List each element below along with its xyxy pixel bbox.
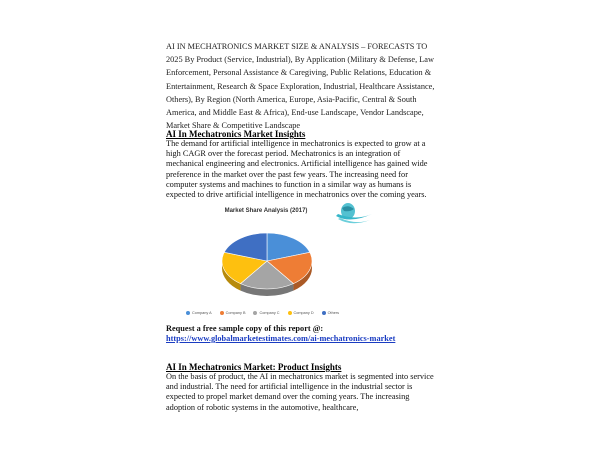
legend-label: Company C xyxy=(259,311,280,315)
legend-label: Company A xyxy=(192,311,212,315)
report-link[interactable]: https://www.globalmarketestimates.com/ai-mechatronics-market xyxy=(166,334,396,343)
report-title: AI IN MECHATRONICS MARKET SIZE & ANALYSIS – FORECASTS TO 2025 By Product (Service, Industrial), By Application (Military & Defense, Law Enforcement, Personal Assistance & Caregiving, Public Relations, Education & Entertainment, Research & Space Exploration, Industrial, Healthcare Assistance, Others), By Region (North America, Europe, Asia-Pacific, Central & South America, and Middle East & Africa), End-use Landscape, Vendor Landscape, Market Share & Competitive Landscape xyxy=(166,42,435,131)
legend-swatch xyxy=(288,311,292,315)
legend-item xyxy=(220,311,246,315)
legend-label: Company D xyxy=(293,311,314,315)
legend-item xyxy=(186,311,212,315)
chart-legend xyxy=(186,311,339,315)
chart-title: Market Share Analysis (2017) xyxy=(224,208,308,214)
product-heading: AI In Mechatronics Market: Product Insights xyxy=(166,362,342,372)
legend-item xyxy=(253,311,279,315)
legend-swatch xyxy=(220,311,224,315)
insights-heading: AI In Mechatronics Market Insights xyxy=(166,129,306,139)
sample-request xyxy=(166,324,438,344)
legend-label: Company B xyxy=(225,311,246,315)
legend-swatch xyxy=(322,311,326,315)
globe-logo-icon xyxy=(326,198,376,228)
legend-swatch xyxy=(253,311,257,315)
request-label: Request a free sample copy of this report @: xyxy=(166,324,324,333)
legend-item xyxy=(322,311,339,315)
insights-paragraph: The demand for artificial intelligence in mechatronics is expected to grow at a high CAGR over the forecast period. Mechatronics is an integration of mechanical engineering and electronics. Artificial intelligence has gained wide preference in the market over the past few years. The increasing need for computer systems and machines to function in a similar way as humans is expected to drive artificial intelligence in mechatronics over the coming years. xyxy=(166,139,428,200)
product-paragraph: On the basis of product, the AI in mechatronics market is segmented into service and industrial. The need for artificial intelligence in the industrial sector is expected to propel market demand over the coming years. The increasing adoption of robotic systems in the automotive, healthcare, xyxy=(166,372,434,412)
legend-swatch xyxy=(186,311,190,315)
legend-item xyxy=(288,311,314,315)
legend-label: Others xyxy=(327,311,339,315)
